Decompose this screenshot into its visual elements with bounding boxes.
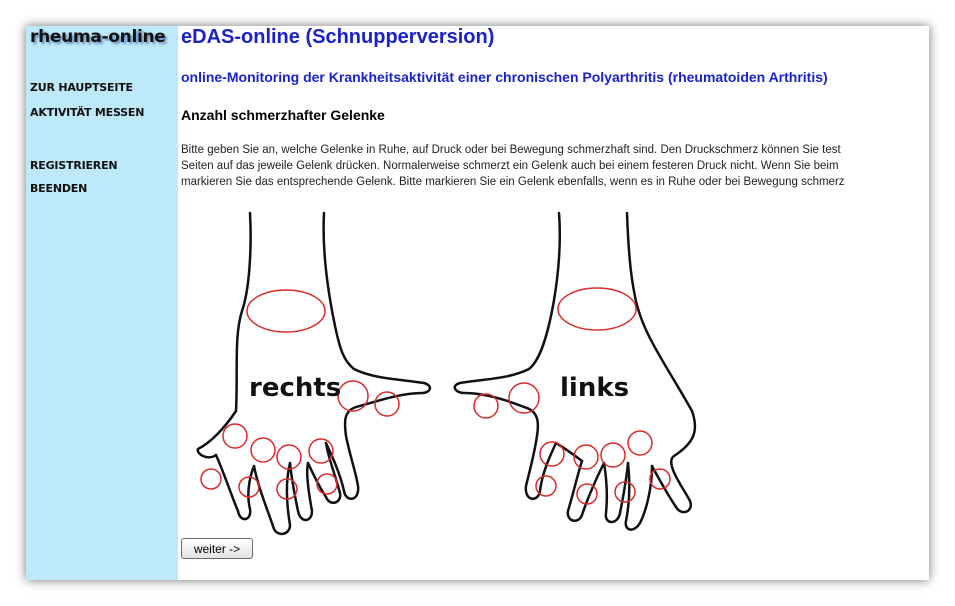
left-hand-outline <box>455 213 695 530</box>
right-finger-2-joint-1[interactable] <box>223 424 247 448</box>
site-logo[interactable]: rheuma-online <box>30 27 166 47</box>
nav-link-home[interactable]: ZUR HAUPTSEITE <box>30 81 133 94</box>
left-thumb-joint-1[interactable] <box>509 383 539 413</box>
intro-text-line-1: Bitte geben Sie an, welche Gelenke in Ruhe, auf Druck oder bei Bewegung schmerzhaft sind. Den Druckschmerz können Sie test <box>181 144 841 156</box>
page-title: eDAS-online (Schnupperversion) <box>181 26 495 48</box>
right-thumb-joint-2[interactable] <box>375 392 399 416</box>
main-content <box>181 26 929 580</box>
page-subtitle: online-Monitoring der Krankheitsaktivität einer chronischen Polyarthritis (rheumatoiden Arthritis) <box>181 69 828 85</box>
sidebar <box>26 26 178 580</box>
right-wrist-joint[interactable] <box>247 290 325 332</box>
nav-link-register[interactable]: REGISTRIEREN <box>30 159 118 172</box>
left-hand-label: links <box>560 373 630 403</box>
nav-link-exit[interactable]: BEENDEN <box>30 182 88 195</box>
browser-window <box>26 26 929 580</box>
right-thumb-joint-1[interactable] <box>338 381 368 411</box>
intro-text-line-3: markieren Sie das entsprechende Gelenk. Bitte markieren Sie ein Gelenk ebenfalls, wenn es in Ruhe oder bei Bewegung schmerz <box>181 176 845 188</box>
left-wrist-joint[interactable] <box>558 288 636 330</box>
right-finger-3-joint-1[interactable] <box>251 438 275 462</box>
left-thumb-joint-2[interactable] <box>474 394 498 418</box>
nav-link-measure-activity[interactable]: AKTIVITÄT MESSEN <box>30 106 145 119</box>
hands-diagram <box>194 211 734 536</box>
right-finger-2-joint-2[interactable] <box>201 469 221 489</box>
left-finger-2-joint-2[interactable] <box>536 476 556 496</box>
section-heading: Anzahl schmerzhafter Gelenke <box>181 107 385 123</box>
right-finger-5-joint-2[interactable] <box>317 474 337 494</box>
left-finger-4-joint-1[interactable] <box>601 443 625 467</box>
right-hand-label: rechts <box>249 373 342 403</box>
intro-text-line-2: Seiten auf das jeweile Gelenk drücken. Normalerweise schmerzt ein Gelenk auch bei einem festeren Druck nicht. Wenn Sie beim <box>181 160 839 172</box>
left-finger-5-joint-1[interactable] <box>628 431 652 455</box>
next-button[interactable]: weiter -> <box>181 538 253 559</box>
